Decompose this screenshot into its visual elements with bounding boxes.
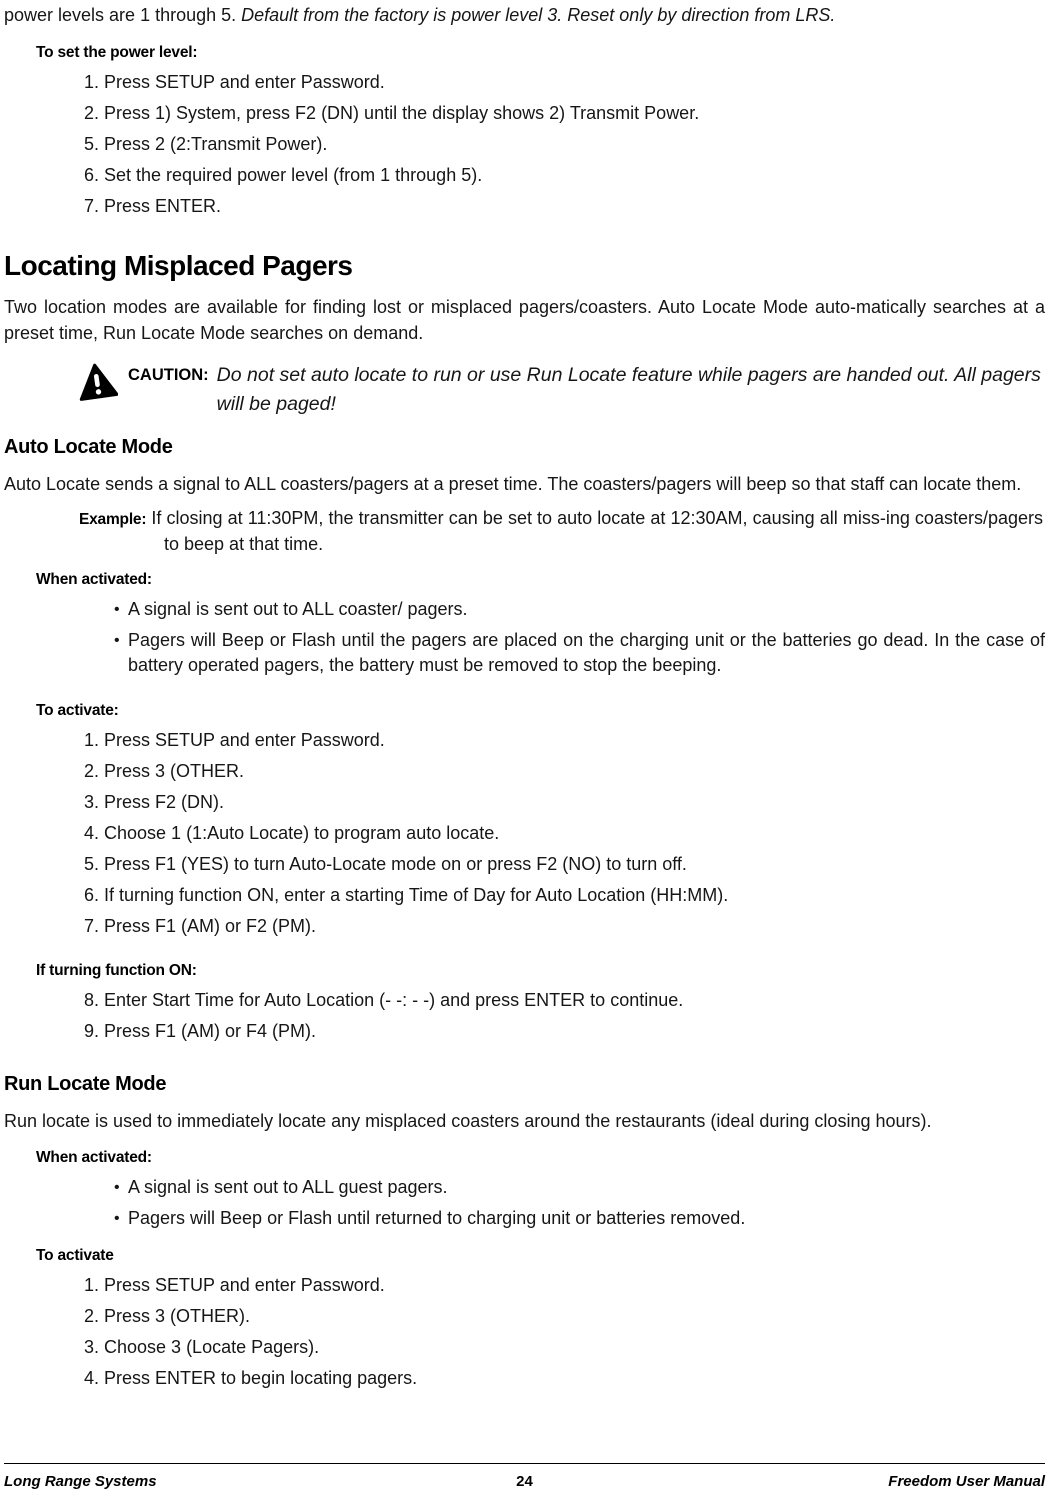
bullet-icon: •	[114, 1210, 120, 1227]
caution-text: Do not set auto locate to run or use Run Locate feature while pagers are handed out. All pagers will be paged!	[216, 364, 1041, 415]
auto-to-activate-steps	[84, 728, 1045, 938]
step-item: 3. Choose 3 (Locate Pagers).	[84, 1337, 320, 1357]
step-item: 3. Press F2 (DN).	[84, 792, 225, 813]
run-when-activated-heading: When activated:	[36, 1149, 152, 1166]
step-item: 7. Press F1 (AM) or F2 (PM).	[84, 916, 317, 937]
bullet-text: A signal is sent out to ALL coaster/ pagers.	[128, 599, 468, 620]
bullet-text: Pagers will Beep or Flash until returned to charging unit or batteries removed.	[128, 1208, 746, 1228]
run-to-activate-steps	[84, 1273, 1045, 1390]
step-item: 1. Press SETUP and enter Password.	[84, 1275, 385, 1295]
run-locate-heading: Run Locate Mode	[4, 1073, 167, 1096]
step-item: 2. Press 3 (OTHER.	[84, 761, 245, 782]
caution-label: CAUTION:	[128, 366, 209, 385]
page-footer	[4, 1463, 1045, 1490]
step-item: 5. Press 2 (2:Transmit Power).	[84, 134, 328, 155]
step-item: 6. Set the required power level (from 1 through 5).	[84, 165, 483, 186]
step-item: 1. Press SETUP and enter Password.	[84, 730, 385, 751]
run-when-activated-bullets	[114, 1175, 1045, 1231]
intro-text-normal: power levels are 1 through 5.	[4, 5, 242, 25]
step-item: 5. Press F1 (YES) to turn Auto-Locate mode on or press F2 (NO) to turn off.	[84, 854, 687, 875]
footer-page-number: 24	[516, 1473, 533, 1490]
auto-to-activate-heading: To activate:	[36, 702, 119, 720]
bullet-text: Pagers will Beep or Flash until the pagers are placed on the charging unit or the batteries go dead. In the case of battery operated pagers, the battery must be removed to stop the beeping.	[128, 630, 1045, 676]
auto-when-activated-bullets	[114, 597, 1045, 678]
step-item: 8. Enter Start Time for Auto Location (- -: - -) and press ENTER to continue.	[84, 990, 684, 1011]
example-label: Example:	[79, 511, 147, 529]
page-title: Locating Misplaced Pagers	[4, 250, 353, 282]
step-item: 2. Press 1) System, press F2 (DN) until the display shows 2) Transmit Power.	[84, 103, 700, 124]
bullet-icon: •	[114, 601, 120, 619]
auto-locate-heading: Auto Locate Mode	[4, 435, 173, 458]
step-item: 6. If turning function ON, enter a starting Time of Day for Auto Location (HH:MM).	[84, 885, 729, 906]
step-item: 4. Choose 1 (1:Auto Locate) to program auto locate.	[84, 823, 500, 844]
intro-text-italic: Default from the factory is power level 3. Reset only by direction from LRS.	[241, 5, 836, 25]
example-paragraph	[4, 506, 1045, 557]
list-item	[114, 1175, 1045, 1200]
auto-locate-intro: Auto Locate sends a signal to ALL coasters/pagers at a preset time. The coasters/pagers will beep so that staff can locate them.	[4, 473, 1022, 494]
step-item: 9. Press F1 (AM) or F4 (PM).	[84, 1021, 317, 1042]
caution-block	[76, 360, 1045, 418]
bullet-text: A signal is sent out to ALL guest pagers.	[128, 1177, 448, 1197]
list-item	[114, 628, 1045, 678]
list-item	[114, 597, 1045, 622]
run-locate-intro: Run locate is used to immediately locate any misplaced coasters around the restaurants (ideal during closing hours).	[4, 1111, 932, 1132]
example-text: If closing at 11:30PM, the transmitter can be set to auto locate at 12:30AM, causing all miss-ing coasters/pagers to beep at that time.	[146, 508, 1043, 554]
locating-intro-paragraph: Two location modes are available for finding lost or misplaced pagers/coasters. Auto Locate Mode auto-matically searches at a preset time, Run Locate Mode searches on demand.	[4, 297, 1045, 343]
if-turning-on-heading: If turning function ON:	[36, 962, 197, 980]
warning-triangle-icon	[76, 362, 118, 407]
set-power-level-heading: To set the power level:	[36, 44, 198, 62]
step-item: 7. Press ENTER.	[84, 196, 222, 217]
step-item: 4. Press ENTER to begin locating pagers.	[84, 1368, 418, 1388]
auto-when-activated-heading: When activated:	[36, 571, 152, 589]
if-turning-on-steps	[84, 988, 1045, 1043]
footer-company: Long Range Systems	[4, 1473, 157, 1490]
run-to-activate-heading: To activate	[36, 1247, 114, 1264]
step-item: 1. Press SETUP and enter Password.	[84, 72, 385, 93]
bullet-icon: •	[114, 632, 120, 650]
step-item: 2. Press 3 (OTHER).	[84, 1306, 251, 1326]
bullet-icon: •	[114, 1179, 120, 1196]
footer-manual-title: Freedom User Manual	[888, 1473, 1045, 1490]
intro-paragraph	[4, 3, 1045, 28]
set-power-level-steps	[84, 70, 1045, 218]
list-item	[114, 1206, 1045, 1231]
